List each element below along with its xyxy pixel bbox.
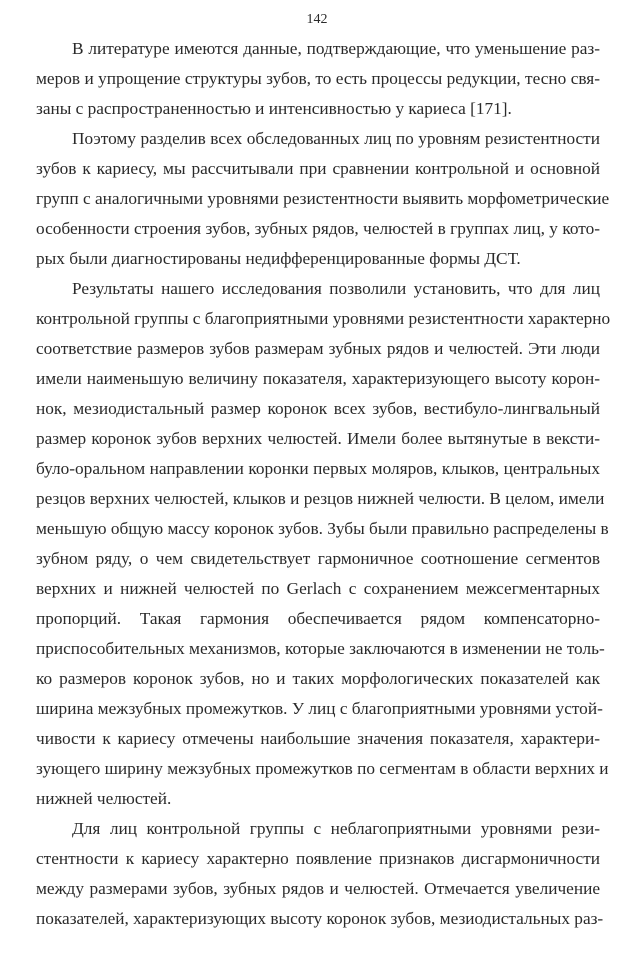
text-line: показателей, характеризующих высоту коронок зубов, мезиодистальных раз- — [36, 909, 604, 928]
text-line: заны с распространенностью и интенсивностью у кариеса [171]. — [36, 99, 512, 118]
text-line: пропорций. Такая гармония обеспечивается рядом компенсаторно- — [36, 609, 600, 628]
text-line: ширина межзубных промежутков. У лиц с благоприятными уровнями устой- — [36, 699, 603, 718]
text-line: зубов к кариесу, мы рассчитывали при сравнении контрольной и основной — [36, 159, 600, 178]
text-line: ко размеров коронок зубов, но и таких морфологических показателей как — [36, 669, 600, 688]
text-line: приспособительных механизмов, которые заключаются в изменении не толь- — [36, 639, 605, 658]
text-line: зубном ряду, о чем свидетельствует гармоничное соотношение сегментов — [36, 549, 600, 568]
text-line: Результаты нашего исследования позволили установить, что для лиц — [72, 279, 600, 298]
text-line: верхних и нижней челюстей по Gerlach с сохранением межсегментарных — [36, 579, 600, 598]
text-line: между размерами зубов, зубных рядов и челюстей. Отмечается увеличение — [36, 879, 600, 898]
text-line: меньшую общую массу коронок зубов. Зубы были правильно распределены в — [36, 519, 609, 538]
text-line: чивости к кариесу отмечены наибольшие значения показателя, характери- — [36, 729, 600, 748]
text-line: рых были диагностированы недифференцированные формы ДСТ. — [36, 249, 521, 268]
text-line: нижней челюстей. — [36, 789, 172, 808]
text-line: контрольной группы с благоприятными уровнями резистентности характерно — [36, 309, 611, 328]
text-line: меров и упрощение структуры зубов, то есть процессы редукции, тесно свя- — [36, 69, 600, 88]
text-line: Для лиц контрольной группы с неблагоприятными уровнями рези- — [72, 819, 600, 838]
text-line: зующего ширину межзубных промежутков по сегментам в области верхних и — [36, 759, 609, 778]
text-line: размер коронок зубов верхних челюстей. Имели более вытянутые в вексти- — [36, 429, 600, 448]
text-line: соответствие размеров зубов размерам зубных рядов и челюстей. Эти люди — [36, 339, 600, 358]
text-line: резцов верхних челюстей, клыков и резцов нижней челюсти. В целом, имели — [36, 489, 605, 508]
text-line: имели наименьшую величину показателя, характеризующего высоту корон- — [36, 369, 600, 388]
text-line: нок, мезиодистальный размер коронок всех зубов, вестибуло-лингвальный — [36, 399, 600, 418]
text-line: групп с аналогичными уровнями резистентности выявить морфометрические — [36, 189, 610, 208]
text-line: В литературе имеются данные, подтверждающие, что уменьшение раз- — [72, 39, 600, 58]
text-line: Поэтому разделив всех обследованных лиц по уровням резистентности — [72, 129, 600, 148]
text-line: було-оральном направлении коронки первых моляров, клыков, центральных — [36, 459, 600, 478]
text-line: особенности строения зубов, зубных рядов, челюстей в группах лиц, у кото- — [36, 219, 600, 238]
page-number: 142 — [306, 12, 328, 27]
text-line: стентности к кариесу характерно появление признаков дисгармоничности — [36, 849, 600, 868]
